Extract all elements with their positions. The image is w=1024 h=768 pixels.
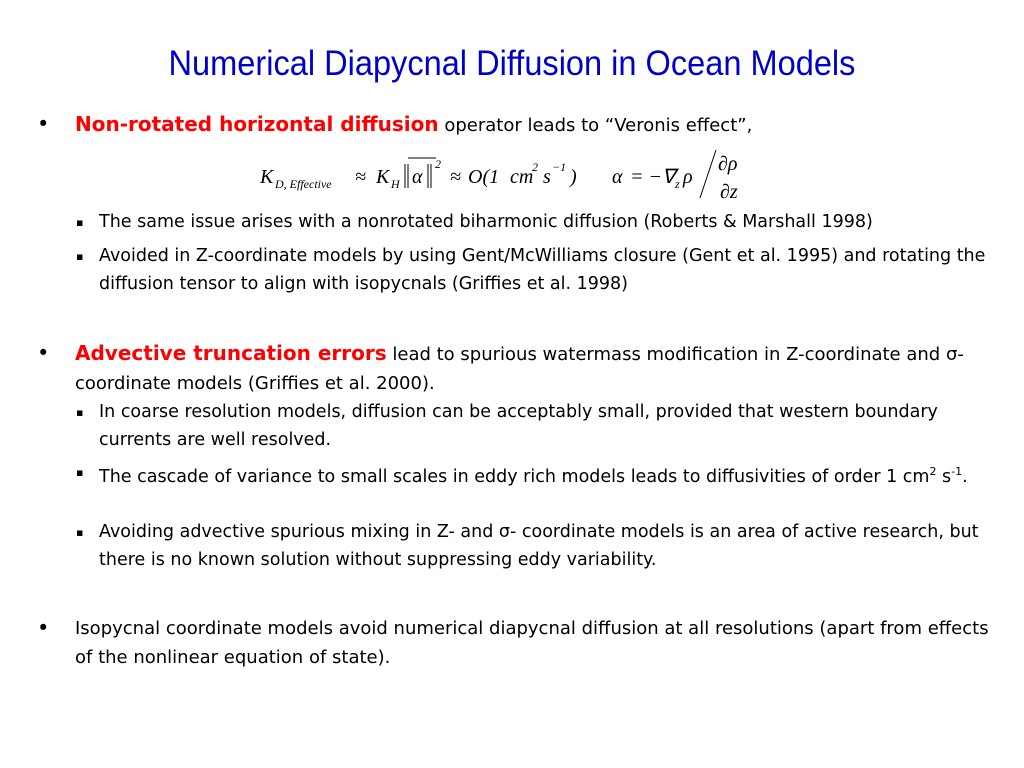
sub-bullet-square: ▪ xyxy=(76,406,84,419)
sub-bullet-square: ▪ xyxy=(76,526,84,539)
formula-K: K xyxy=(260,166,274,188)
bullet-dot: • xyxy=(37,112,50,136)
bullet-3-text: Isopycnal coordinate models avoid numerical diapycnal diffusion at all resolutions (apart from effects of the nonlinear equation of state). xyxy=(75,618,989,668)
bullet-2-highlight: Advective truncation errors xyxy=(75,341,387,365)
formula-approx-2: ≈ xyxy=(450,166,461,188)
formula-power-2: 2 xyxy=(435,157,441,171)
bullet-dot: • xyxy=(37,341,50,365)
formula-cm-power: 2 xyxy=(532,160,538,174)
formula-drho: ∂ρ xyxy=(718,153,738,175)
bullet-1-text xyxy=(75,110,1000,140)
formula-K-subscript: D, Effective xyxy=(275,177,332,191)
sub-bullet-1-1: The same issue arises with a nonrotated biharmonic diffusion (Roberts & Marshall 1998) xyxy=(99,212,873,232)
bullet-dot: • xyxy=(37,616,50,640)
s-superscript: -1 xyxy=(951,465,963,478)
formula-alpha: α xyxy=(612,166,623,188)
formula-rho: ρ xyxy=(683,166,693,188)
sub-bullet-square: ▪ xyxy=(76,216,84,229)
formula-z-subscript: z xyxy=(675,177,680,191)
bullet-1-body: operator leads to “Veronis effect”, xyxy=(438,115,753,136)
sigma-symbol: σ xyxy=(945,344,958,365)
sub-bullet-2-2-text-a: The cascade of variance to small scales in eddy rich models leads to diffusivities of order 1 cm xyxy=(99,466,930,487)
bullet-2-text xyxy=(75,339,1000,398)
formula-close-paren: ) xyxy=(570,166,577,188)
formula-order: O(1 xyxy=(468,166,500,188)
formula-dz: ∂z xyxy=(720,181,738,203)
sub-bullet-2-3-text-a: Avoiding advective spurious mixing in Z- and xyxy=(99,522,499,542)
bullet-1-highlight: Non-rotated horizontal diffusion xyxy=(75,112,439,136)
sub-bullet-2-2-text-c: . xyxy=(962,466,968,487)
veronis-formula xyxy=(260,150,780,206)
sub-bullet-2-2 xyxy=(99,458,1004,491)
sub-bullet-2-1: In coarse resolution models, diffusion can be acceptably small, provided that western boundary currents are well resolved. xyxy=(99,402,938,450)
sub-bullet-2-3 xyxy=(99,518,1004,574)
formula-approx-1: ≈ xyxy=(355,166,366,188)
sub-bullet-square: ▪ xyxy=(76,466,84,479)
formula-s: s xyxy=(543,166,551,188)
sub-bullet-2-2-text-b: s xyxy=(936,466,952,487)
bullet-2-body-b: -coordinate models (Griffies et al. 2000). xyxy=(75,344,964,394)
formula-s-power: −1 xyxy=(552,160,567,174)
bullet-2-body-a: lead to spurious watermass modification in Z-coordinate and xyxy=(386,344,946,365)
formula-cm: cm xyxy=(510,166,534,188)
formula-KH: K xyxy=(376,166,390,188)
formula-KH-subscript: H xyxy=(391,177,400,191)
slide-title: Numerical Diapycnal Diffusion in Ocean Models xyxy=(168,44,856,83)
sigma-symbol: σ xyxy=(498,522,510,542)
sub-bullet-1-2: Avoided in Z-coordinate models by using Gent/McWilliams closure (Gent et al. 1995) and rotating the diffusion tensor to align with isopycnals (Griffies et al. 1998) xyxy=(99,246,986,294)
cm-superscript: 2 xyxy=(929,465,937,478)
sub-bullet-2-3-text-b: - coordinate models is an area of active research, but there is no known solution without suppressing eddy variability. xyxy=(99,522,979,570)
formula-alpha-norm: α xyxy=(412,166,423,188)
sub-bullet-square: ▪ xyxy=(76,250,84,263)
formula-neg-grad: = −∇ xyxy=(630,166,676,188)
